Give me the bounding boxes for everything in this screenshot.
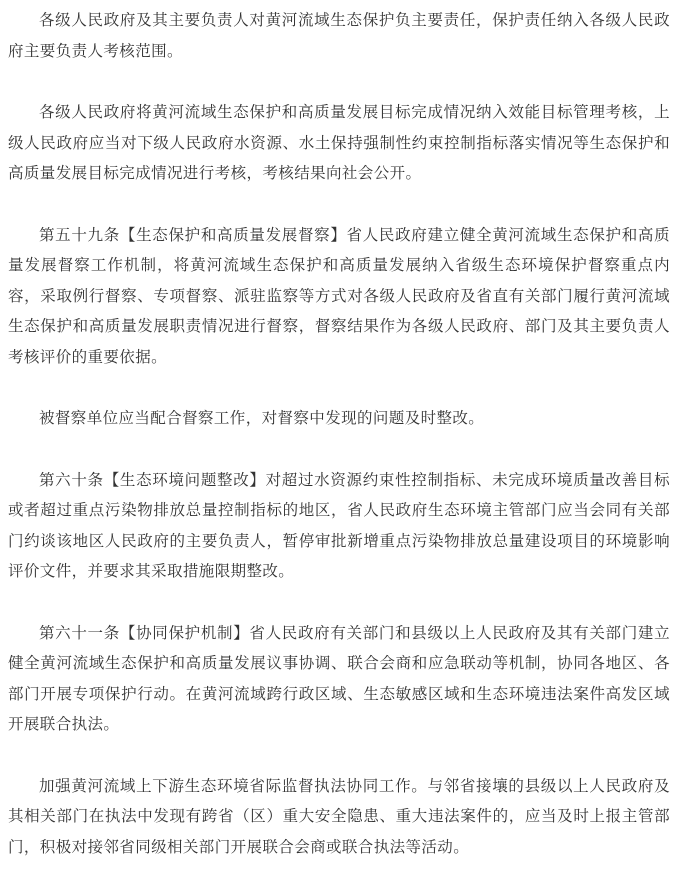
paragraph-article-61: 第六十一条【协同保护机制】省人民政府有关部门和县级以上人民政府及其有关部门建立健全黄河流域生态保护和高质量发展议事协调、联合会商和应急联动等机制，协同各地区、各部门开展专项保护行动。在黄河流域跨行政区域、生态敏感区域和生态环境违法案件高发区域开展联合执法。 (8, 623, 670, 733)
paragraph-4: 被督察单位应当配合督察工作，对督察中发现的问题及时整改。 (39, 409, 485, 427)
paragraph-article-60: 第六十条【生态环境问题整改】对超过水资源约束性控制指标、未完成环境质量改善目标或者超过重点污染物排放总量控制指标的地区，省人民政府生态环境主管部门应当会同有关部门约谈该地区人民政府的主要负责人，暂停审批新增重点污染物排放总量建设项目的环境影响评价文件，并要求其采取措施限期整改。 (8, 470, 670, 580)
article-body (8, 5, 670, 862)
paragraph-2: 各级人民政府将黄河流域生态保护和高质量发展目标完成情况纳入效能目标管理考核，上级人民政府应当对下级人民政府水资源、水土保持强制性约束控制指标落实情况等生态保护和高质量发展目标完成情况进行考核，考核结果向社会公开。 (8, 103, 670, 182)
paragraph-article-59: 第五十九条【生态保护和高质量发展督察】省人民政府建立健全黄河流域生态保护和高质量发展督察工作机制，将黄河流域生态保护和高质量发展纳入省级生态环境保护督察重点内容，采取例行督察、专项督察、派驻监察等方式对各级人民政府及省直有关部门履行黄河流域生态保护和高质量发展职责情况进行督察，督察结果作为各级人民政府、部门及其主要负责人考核评价的重要依据。 (8, 225, 670, 366)
paragraph-1: 各级人民政府及其主要负责人对黄河流域生态保护负主要责任，保护责任纳入各级人民政府主要负责人考核范围。 (8, 11, 670, 60)
paragraph-7: 加强黄河流域上下游生态环境省际监督执法协同工作。与邻省接壤的县级以上人民政府及其相关部门在执法中发现有跨省（区）重大安全隐患、重大违法案件的，应当及时上报主管部门，积极对接邻省同级相关部门开展联合会商或联合执法等活动。 (8, 776, 670, 856)
